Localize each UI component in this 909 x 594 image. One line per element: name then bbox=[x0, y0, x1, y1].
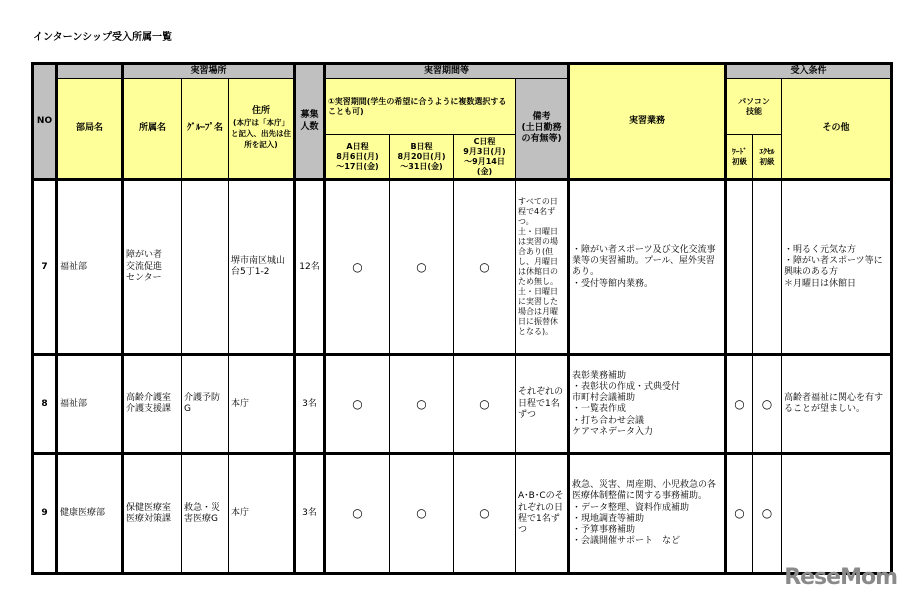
row-address: 本庁 bbox=[229, 454, 295, 574]
header-work: 実習業務 bbox=[569, 64, 726, 180]
row-remarks: それぞれの日程で1名ずつ bbox=[516, 355, 569, 454]
header-schedule-b: B日程 8月20日(月) ～31日(金) bbox=[390, 135, 454, 180]
row-department: 健康医療部 bbox=[57, 454, 123, 574]
row-c: ○ bbox=[454, 180, 516, 355]
row-other: ・明るく元気な方 ・障がい者スポーツ等に興味のある方 ＊月曜日は休館日 bbox=[782, 180, 892, 355]
row-a: ○ bbox=[325, 180, 390, 355]
address-label: 住所 bbox=[251, 106, 270, 117]
header-excel: ｴｸｾﾙ 初級 bbox=[753, 135, 782, 180]
header-group: ｸﾞﾙｰﾌﾟ名 bbox=[182, 79, 229, 180]
header-period: 実習期間等 bbox=[325, 64, 569, 79]
row-no: 9 bbox=[33, 454, 57, 574]
row-other: 高齢者福祉に関心を有することが望ましい。 bbox=[782, 355, 892, 454]
row-group bbox=[182, 180, 229, 355]
row-no: 8 bbox=[33, 355, 57, 454]
row-work: 救急、災害、周産期、小児救急の各医療体制整備に関する事務補助。 ・データ整理、資料作成補助 ・現地調査等補助 ・予算事務補助 ・会議開催サポート など bbox=[569, 454, 726, 574]
header-schedule-c: C日程 9月3日(月) ～9月14日 (金) bbox=[454, 135, 516, 180]
header-remarks: 備考 (土日勤務の有無等) bbox=[516, 79, 569, 180]
row-a: ○ bbox=[325, 355, 390, 454]
table-row bbox=[33, 454, 892, 574]
row-group: 介護予防G bbox=[182, 355, 229, 454]
row-word: ○ bbox=[726, 355, 753, 454]
row-department: 福祉部 bbox=[57, 180, 123, 355]
row-no: 7 bbox=[33, 180, 57, 355]
row-c: ○ bbox=[454, 454, 516, 574]
row-address: 堺市南区城山台5丁1-2 bbox=[229, 180, 295, 355]
page-title: インターンシップ受入所属一覧 bbox=[33, 32, 172, 43]
watermark-logo: ReseMom bbox=[784, 565, 897, 590]
address-note: (本庁は「本庁」と記入、出先は住所を記入) bbox=[231, 117, 291, 149]
row-other bbox=[782, 454, 892, 574]
row-excel: ○ bbox=[753, 355, 782, 454]
internship-table bbox=[31, 62, 893, 575]
header-other: その他 bbox=[782, 79, 892, 180]
row-section: 高齢介護室 介護支援課 bbox=[123, 355, 182, 454]
row-section: 障がい者 交流促進 センター bbox=[123, 180, 182, 355]
row-recruit: 3名 bbox=[295, 454, 325, 574]
header-period-note: ①実習期間(学生の希望に合うように複数選択することも可) bbox=[325, 79, 516, 135]
row-section: 保健医療室 医療対策課 bbox=[123, 454, 182, 574]
table-row bbox=[33, 180, 892, 355]
row-recruit: 12名 bbox=[295, 180, 325, 355]
header-schedule-a: A日程 8月6日(月) ～17日(金) bbox=[325, 135, 390, 180]
header-section: 所属名 bbox=[123, 79, 182, 180]
header-department: 部局名 bbox=[57, 79, 123, 180]
header-pc-skill: パソコン 技能 bbox=[726, 79, 782, 135]
row-remarks: すべての日程で4名ずつ。 土・日曜日は実習の場合あり(但し、月曜日は休館日のため無し。 土・日曜日に実習した場合は月曜日に振替休となる)。 bbox=[516, 180, 569, 355]
header-address bbox=[229, 79, 295, 180]
row-excel bbox=[753, 180, 782, 355]
header-recruit: 募集人数 bbox=[295, 64, 325, 180]
header-conditions: 受入条件 bbox=[726, 64, 892, 79]
row-word: ○ bbox=[726, 454, 753, 574]
row-b: ○ bbox=[390, 180, 454, 355]
row-address: 本庁 bbox=[229, 355, 295, 454]
header-location: 実習場所 bbox=[123, 64, 295, 79]
row-work: ・障がい者スポーツ及び文化交流事業等の実習補助。プール、屋外実習あり。 ・受付等館内業務。 bbox=[569, 180, 726, 355]
row-department: 福祉部 bbox=[57, 355, 123, 454]
row-work: 表彰業務補助 ・表彰状の作成・式典受付 市町村会議補助 ・一覧表作成 ・打ち合わせ会議 ケアマネデータ入力 bbox=[569, 355, 726, 454]
header-no: NO bbox=[33, 64, 57, 180]
table-row bbox=[33, 355, 892, 454]
row-b: ○ bbox=[390, 454, 454, 574]
row-word bbox=[726, 180, 753, 355]
row-group: 救急・災害医療G bbox=[182, 454, 229, 574]
row-c: ○ bbox=[454, 355, 516, 454]
row-excel: ○ bbox=[753, 454, 782, 574]
row-remarks: A･B･Cのそれぞれの日程で1名ずつ bbox=[516, 454, 569, 574]
header-word: ﾜｰﾄﾞ 初級 bbox=[726, 135, 753, 180]
row-b: ○ bbox=[390, 355, 454, 454]
row-recruit: 3名 bbox=[295, 355, 325, 454]
row-a: ○ bbox=[325, 454, 390, 574]
